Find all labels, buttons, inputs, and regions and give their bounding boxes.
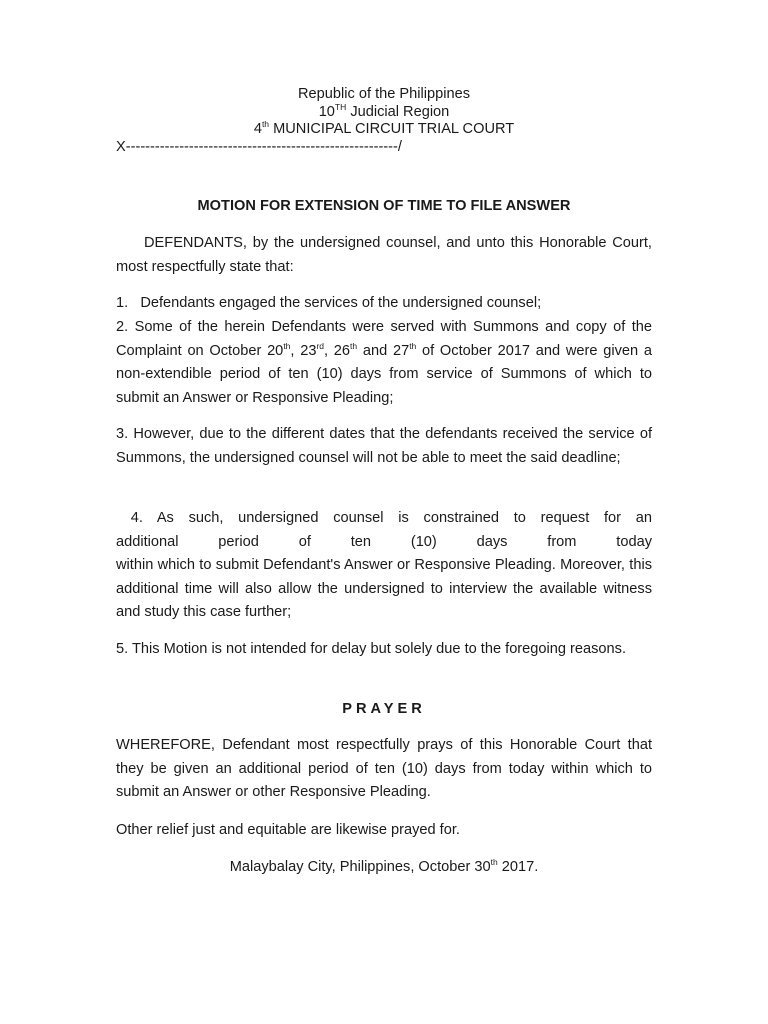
header-court: 4th MUNICIPAL CIRCUIT TRIAL COURT xyxy=(253,119,515,137)
document-title: MOTION FOR EXTENSION OF TIME TO FILE ANSWER xyxy=(197,198,571,214)
header-republic: Republic of the Philippines xyxy=(298,86,470,102)
document-title-block xyxy=(116,195,652,219)
item-4-rest: within which to submit Defendant's Answer or Responsive Pleading. Moreover, this additional time will also allow the undersigned to interview the available witness and study this case further; xyxy=(116,557,652,621)
closing-line: Malaybalay City, Philippines, October 30th 2017. xyxy=(229,857,539,875)
header-region: 10TH Judicial Region xyxy=(318,101,450,120)
item-4-line-1: 4. As such, undersigned counsel is constrained to request for an xyxy=(116,510,652,526)
item-3: 3. However, due to the different dates that the defendants received the service of Summons, the undersigned counsel will not be able to meet the said deadline; xyxy=(116,426,652,466)
prayer-paragraph: WHEREFORE, Defendant most respectfully prays of this Honorable Court that they be given an additional period of ten (10) days from today within which to submit an Answer or other Responsive Pleading. xyxy=(116,737,652,801)
prayer-heading: PRAYER xyxy=(342,701,426,717)
item-5: 5. This Motion is not intended for delay but solely due to the foregoing reasons. xyxy=(116,641,627,657)
item-2: 2. Some of the herein Defendants were served with Summons and copy of the Complaint on October 20th, 23rd, 26th and 27th of October 2017 and were given a non-extendible period of ten (10) days from service of Summons of which to submit an Answer or Responsive Pleading; xyxy=(116,319,652,406)
caption-line: X--------------------------------------------------------/ xyxy=(116,139,402,155)
item-4 xyxy=(116,507,652,625)
item-1: 1. Defendants engaged the services of the undersigned counsel; xyxy=(116,295,542,311)
intro-paragraph: DEFENDANTS, by the undersigned counsel, and unto this Honorable Court, most respectfully state that: xyxy=(116,235,652,275)
case-caption xyxy=(116,139,652,157)
court-header xyxy=(116,86,652,139)
prayer-heading-block xyxy=(116,698,652,722)
item-4-line-2: additional period of ten (10) days from today xyxy=(116,533,652,550)
other-relief: Other relief just and equitable are likewise prayed for. xyxy=(116,822,460,838)
